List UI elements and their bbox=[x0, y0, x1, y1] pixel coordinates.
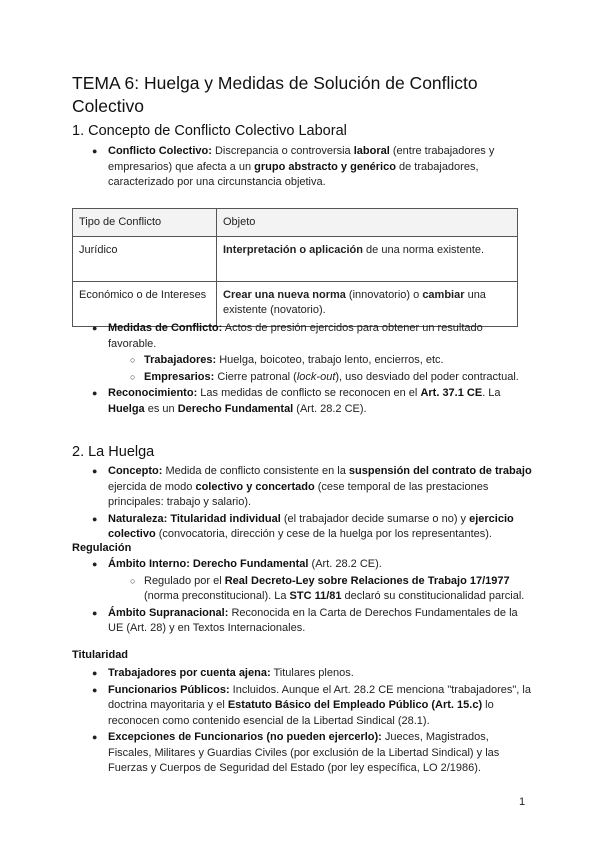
list-item-conflicto-colectivo: ● Conflicto Colectivo: Discrepancia o controversia laboral (entre trabajadores y empresarios) que afecta a un grupo abstracto y genérico de trabajadores, caracterizado por una circunstancia objetiva. bbox=[92, 145, 495, 188]
section-1-list bbox=[72, 321, 532, 418]
list-item-medidas: ● Medidas de Conflicto: Actos de presión ejercidos para obtener un resultado favorable. bbox=[92, 322, 483, 350]
table-row bbox=[73, 282, 518, 327]
sub-list-item-real-decreto: ○ Regulado por el Real Decreto-Ley sobre Relaciones de Trabajo 17/1977 (norma preconstitucional). La STC 11/81 declaró su constitucionalidad parcial. bbox=[130, 574, 525, 602]
circle-bullet-icon: ○ bbox=[130, 575, 136, 586]
circle-bullet-icon: ○ bbox=[130, 371, 136, 382]
bullet-icon: ● bbox=[92, 559, 98, 569]
bullet-icon: ● bbox=[92, 466, 98, 476]
section-2-heading: 2. La Huelga bbox=[72, 444, 155, 460]
section-2-list bbox=[72, 464, 532, 544]
sub-list-item-trabajadores: ○ Trabajadores: Huelga, boicoteo, trabajo lento, encierros, etc. bbox=[72, 353, 532, 369]
list-item-ambito-interno: ● Ámbito Interno: Derecho Fundamental (Art. 28.2 CE). bbox=[72, 557, 532, 573]
table-cell: Jurídico bbox=[73, 237, 217, 282]
list-item-cuenta-ajena: ● Trabajadores por cuenta ajena: Titulares plenos. bbox=[72, 666, 532, 682]
conflict-types-table bbox=[72, 208, 518, 327]
list-item-ambito-supranacional: ● Ámbito Supranacional: Reconocida en la Carta de Derechos Fundamentales de la UE (Art. 28) y en Textos Internacionales. bbox=[92, 606, 518, 634]
section-1-heading: 1. Concepto de Conflicto Colectivo Laboral bbox=[72, 123, 347, 139]
bullet-icon: ● bbox=[92, 388, 98, 398]
list-item-reconocimiento: ● Reconocimiento: Las medidas de conflicto se reconocen en el Art. 37.1 CE. La Huelga es un Derecho Fundamental (Art. 28.2 CE). bbox=[92, 387, 501, 415]
regulacion-list bbox=[72, 557, 532, 638]
section-1-intro bbox=[72, 144, 532, 192]
page-number: 1 bbox=[519, 796, 526, 808]
table-header-cell: Objeto bbox=[217, 209, 518, 237]
table-cell: Crear una nueva norma (innovatorio) o cambiar una existente (novatorio). bbox=[217, 282, 518, 327]
sub-list-item-empresarios: ○ Empresarios: Cierre patronal (lock-out), uso desviado del poder contractual. bbox=[72, 370, 532, 386]
bullet-icon: ● bbox=[92, 146, 98, 156]
list-item-excepciones: ● Excepciones de Funcionarios (no pueden ejercerlo): Jueces, Magistrados, Fiscales, Militares y Guardias Civiles (por exclusión de la Libertad Sindical) y las Fuerzas y Cuerpos de Seguridad del Estado (por ley específica, LO 2/1986). bbox=[92, 731, 500, 774]
table-header-cell: Tipo de Conflicto bbox=[73, 209, 217, 237]
table-cell: Interpretación o aplicación de una norma existente. bbox=[217, 237, 518, 282]
bullet-icon: ● bbox=[92, 323, 98, 333]
bullet-icon: ● bbox=[92, 607, 98, 618]
titularidad-heading: Titularidad bbox=[72, 649, 129, 661]
bullet-icon: ● bbox=[92, 668, 98, 678]
list-item-funcionarios: ● Funcionarios Públicos: Incluidos. Aunque el Art. 28.2 CE menciona "trabajadores", la doctrina mayoritaria y el Estatuto Básico del Empleado Público (Art. 15.c) lo reconocen como contenido esencial de la Libertad Sindical (28.1). bbox=[92, 683, 531, 727]
titularidad-list bbox=[72, 666, 532, 778]
regulacion-heading: Regulación bbox=[72, 542, 132, 554]
bullet-icon: ● bbox=[92, 513, 98, 524]
list-item-concepto: ● Concepto: Medida de conflicto consistente en la suspensión del contrato de trabajo ejercida de modo colectivo y concertado (cese temporal de las prestaciones principales: trabajo y salario). bbox=[92, 465, 532, 508]
circle-bullet-icon: ○ bbox=[130, 355, 136, 365]
table-row bbox=[73, 237, 518, 282]
bullet-icon: ● bbox=[92, 732, 98, 742]
table-header-row bbox=[73, 209, 518, 237]
bullet-icon: ● bbox=[92, 684, 98, 695]
list-item-naturaleza: ● Naturaleza: Titularidad individual (el trabajador decide sumarse o no) y ejercicio colectivo (convocatoria, dirección y cese de la huelga por los representantes). bbox=[92, 512, 514, 540]
table-cell: Económico o de Intereses bbox=[73, 282, 217, 327]
document-title: TEMA 6: Huelga y Medidas de Solución de Conflicto Colectivo bbox=[72, 73, 478, 116]
